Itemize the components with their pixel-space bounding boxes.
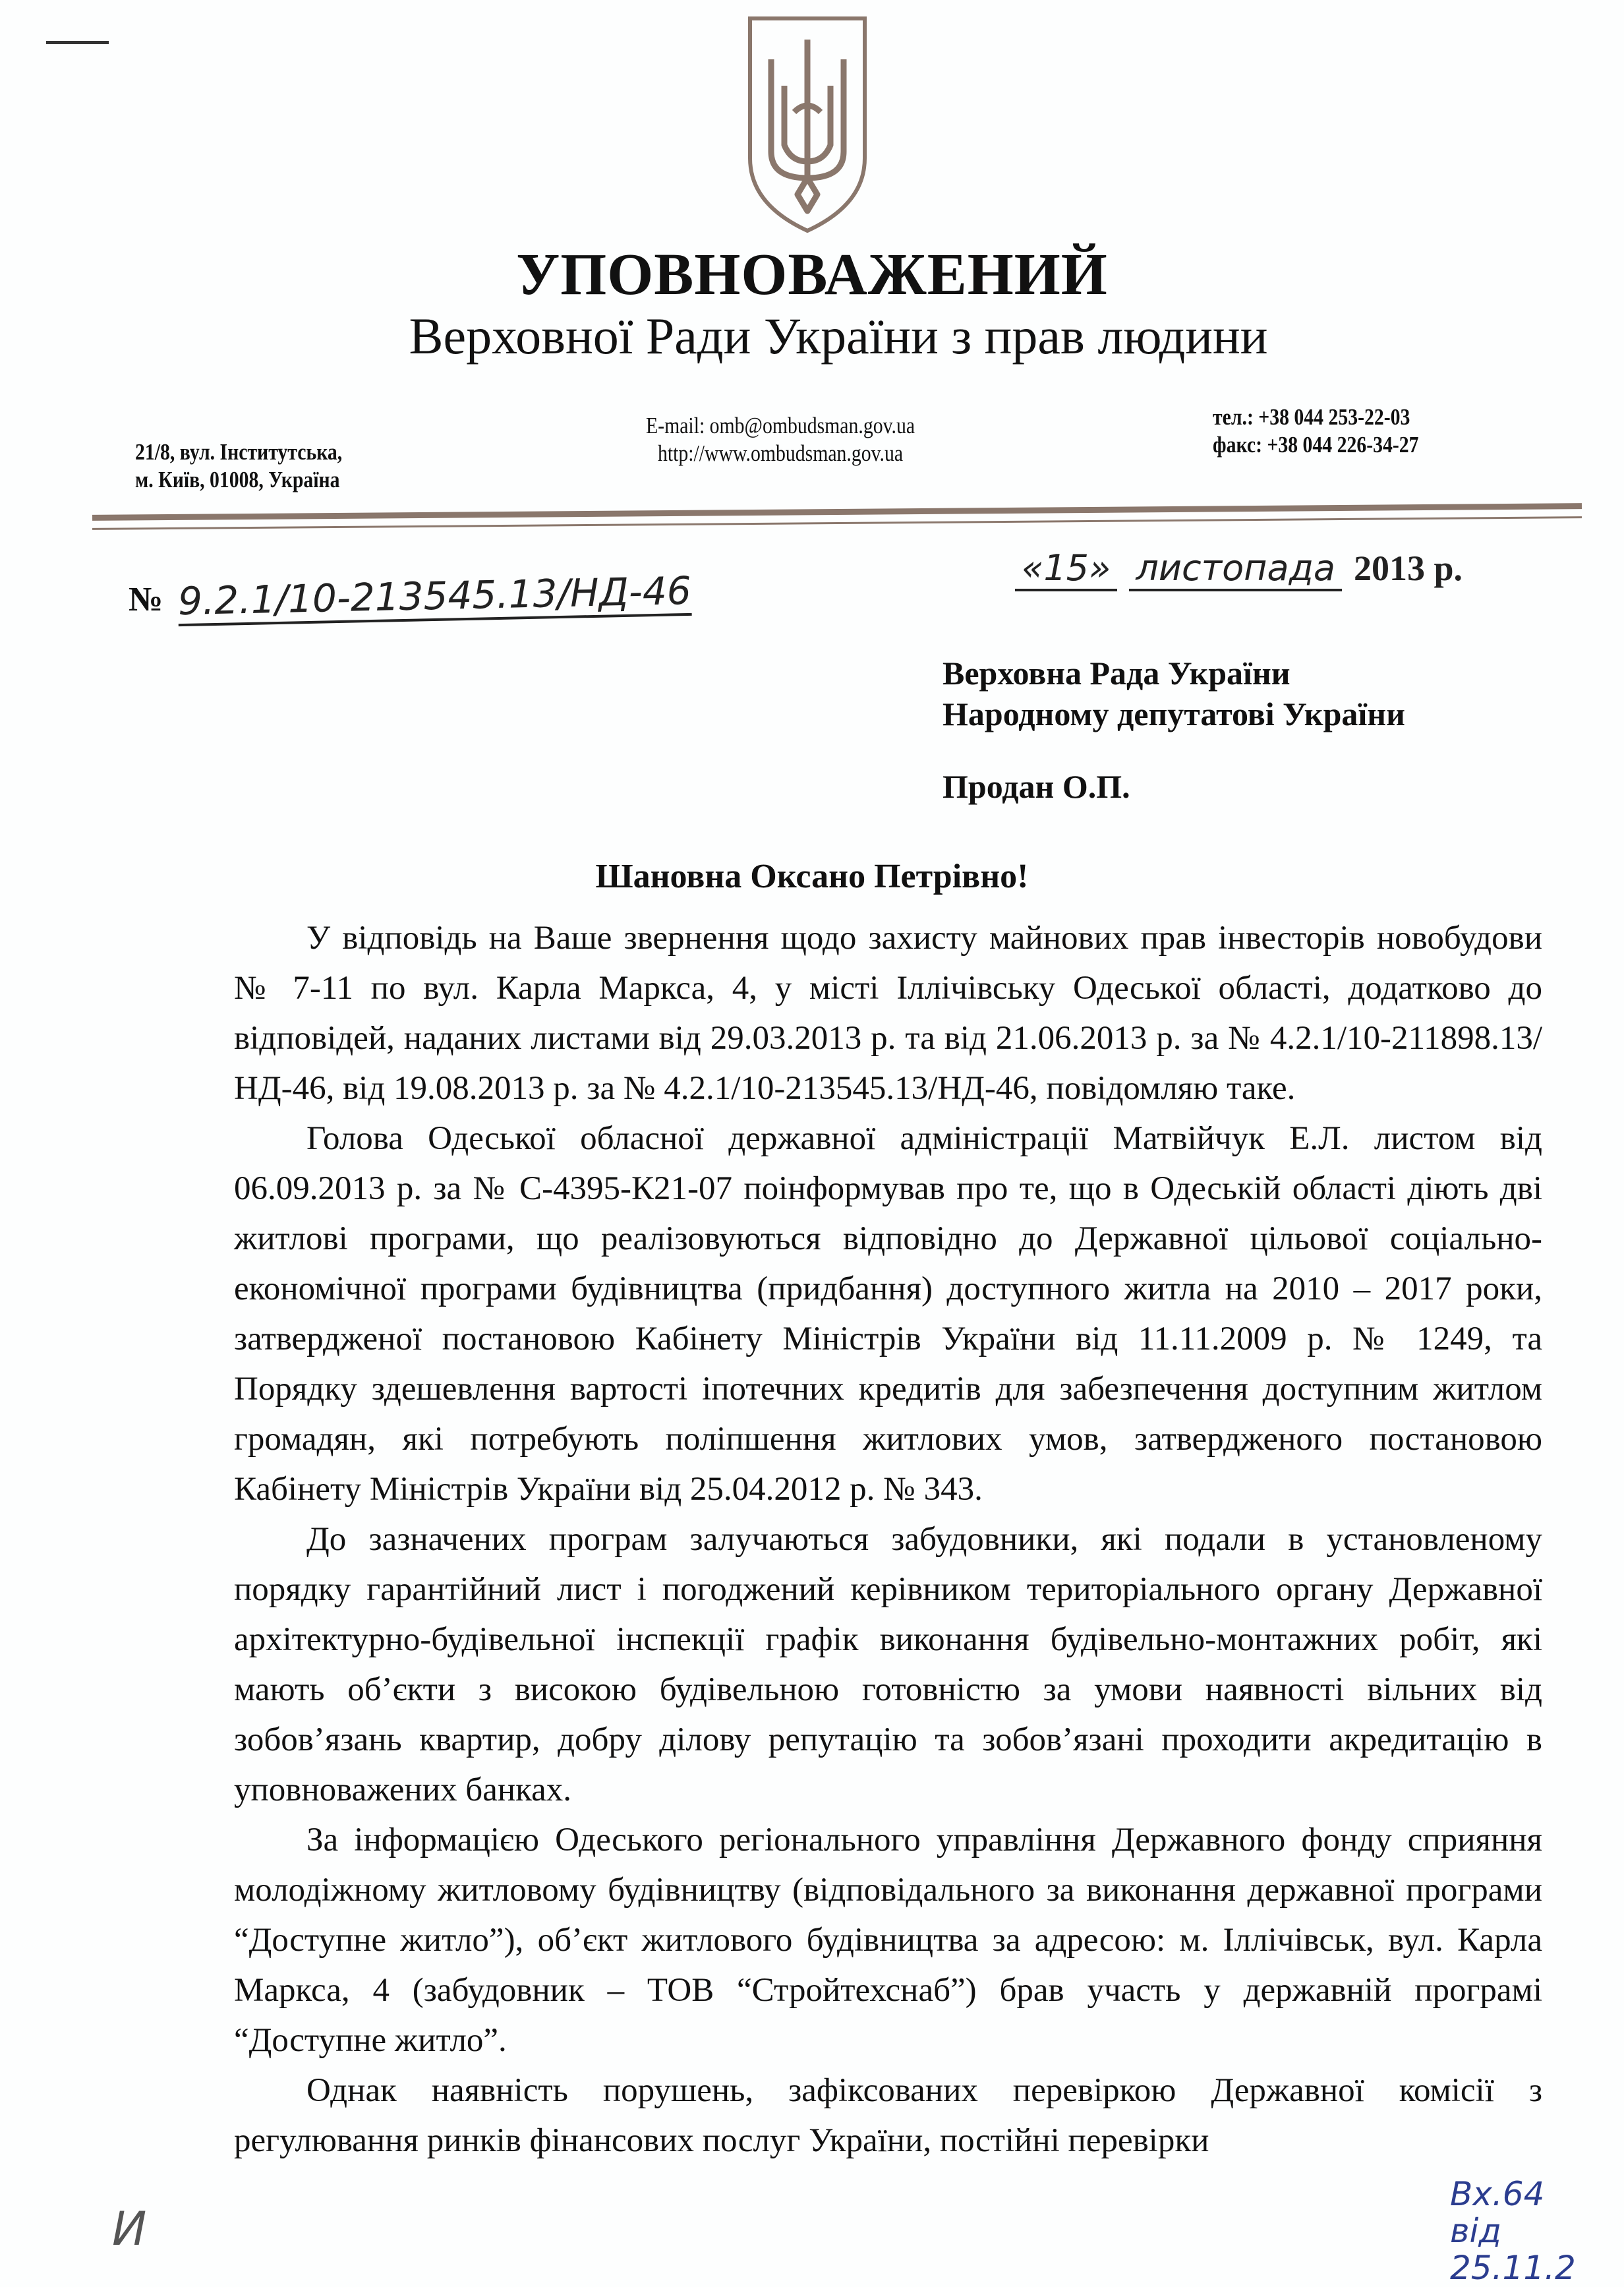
online-contacts <box>646 412 915 467</box>
addressee-name: Продан О.П. <box>942 768 1130 805</box>
margin-dash <box>46 41 109 44</box>
reference-number-label: № <box>129 581 163 618</box>
addressee-block <box>942 653 1405 807</box>
date-month: листопада <box>1129 547 1342 591</box>
address-line: 21/8, вул. Інститутська, <box>135 439 343 465</box>
letter-body <box>234 913 1542 2166</box>
paragraph: До зазначених програм залучаються забудовники, які подали в установленому порядку гарантійний лист і погоджений керівником територіального органу Державної архітектурно-будівельної інспекції графік виконання будівельно-монтажних робіт, які мають об’єкти з високою будівельною готовністю за умови наявності вільних від зобов’язань квартир, добру ділову репутацію та зобов’язані проходити акредитацію в уповноважених банках. <box>234 1521 1542 1808</box>
office-subtitle: Верховної Ради України з прав людини <box>409 307 1268 365</box>
addressee-line: Верховна Рада України <box>942 655 1290 692</box>
postal-address <box>135 438 342 494</box>
paragraph: Голова Одеської обласної державної адміністрації Матвійчук Е.Л. листом від 06.09.2013 р. за № С-4395-К21-07 поінформував про те, що в Одеській області діють дві житлові програми, що реалізовуються відповідно до Державної цільової соціально-економічної програми будівництва (придбання) доступного житла на 2010 – 2017 роки, затвердженої постановою Кабінету Міністрів України від 11.11.2009 р. № 1249, та Порядку здешевлення вартості іпотечних кредитів для забезпечення доступним житлом громадян, які потребують поліпшення житлових умов, затвердженого постановою Кабінету Міністрів України від 25.04.2012 р. № 343. <box>234 1120 1542 1508</box>
coat-of-arms-trident-icon <box>745 13 870 234</box>
greeting: Шановна Оксано Петрівно! <box>595 858 1029 895</box>
email-text: E-mail: omb@ombudsman.gov.ua <box>646 413 915 438</box>
address-line: м. Київ, 01008, Україна <box>135 467 340 492</box>
paragraph: У відповідь на Ваше звернення щодо захисту майнових прав інвесторів новобудови № 7-11 по вул. Карла Маркса, 4, у місті Іллічівську Одеської області, додатково до відповідей, наданих листами від 29.03.2013 р. та від 21.06.2013 р. за № 4.2.1/10-211898.13/НД-46, від 19.08.2013 р. за № 4.2.1/10-213545.13/НД-46, повідомляю таке. <box>234 920 1542 1107</box>
incoming-registration-stamp <box>1450 2176 1624 2286</box>
fax-text: факс: +38 044 226-34-27 <box>1213 432 1419 458</box>
incoming-date: від 25.11.2 <box>1450 2212 1576 2287</box>
incoming-number: Вх.64 <box>1450 2175 1545 2213</box>
date-year: 2013 р. <box>1354 549 1463 588</box>
letter-date <box>1015 547 1463 591</box>
paragraph: Однак наявність порушень, зафіксованих перевіркою Державної комісії з регулювання ринків фінансових послуг України, постійні перевірки <box>234 2072 1542 2159</box>
office-title: УПОВНОВАЖЕНИЙ <box>516 242 1108 307</box>
phone-text: тел.: +38 044 253-22-03 <box>1213 404 1410 430</box>
date-day: «15» <box>1015 547 1117 591</box>
margin-handwritten-mark: И <box>112 2202 147 2256</box>
reference-number-handwritten: 9.2.1/10-213545.13/НД-46 <box>177 568 691 626</box>
phone-contacts <box>1213 403 1419 459</box>
addressee-line: Народному депутатові України <box>942 696 1405 732</box>
paragraph: За інформацією Одеського регіонального управління Державного фонду сприяння молодіжному житловому будівництву (відповідального за виконання державної програми “Доступне житло”), об’єкт житлового будівництва за адресою: м. Іллічівськ, вул. Карла Маркса, 4 (забудовник – ТОВ “Стройтехснаб”) брав участь у державній програмі “Доступне житло”. <box>234 1822 1542 2059</box>
website-text: http://www.ombudsman.gov.ua <box>657 440 904 466</box>
